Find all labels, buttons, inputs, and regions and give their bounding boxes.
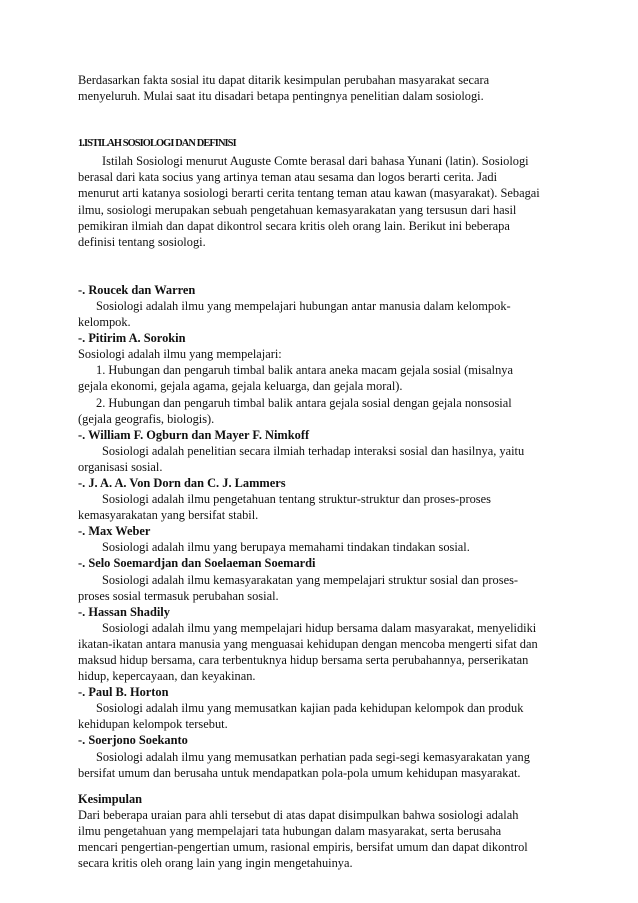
definition-soekanto [78, 732, 560, 780]
definition-author: -. William F. Ogburn dan Mayer F. Nimkoff [78, 427, 310, 442]
definition-author: -. Paul B. Horton [78, 685, 169, 700]
section-heading: Kesimpulan [78, 791, 143, 806]
intro-line: Berdasarkan fakta sosial itu dapat ditarik kesimpulan perubahan masyarakat secara [78, 73, 490, 87]
definition-line: Sosiologi adalah ilmu yang mempelajari: [78, 347, 282, 362]
definition-line: proses sosial termasuk perubahan sosial. [78, 588, 279, 603]
definition-line: Sosiologi adalah ilmu pengetahuan tentang struktur-struktur dan proses-proses [102, 492, 491, 507]
definition-author: -. J. A. A. Von Dorn dan C. J. Lammers [78, 475, 286, 490]
definition-weber [78, 523, 560, 555]
paragraph-line: menurut arti katanya sosiologi berarti cerita tentang teman atau kawan (masyarakat). Sebagai [78, 186, 540, 201]
paragraph-line: definisi tentang sosiologi. [78, 234, 206, 249]
list-item-continuation: (gejala geografis, biologis). [78, 411, 215, 426]
paragraph-line: ilmu pengetahuan yang mempelajari tata hubungan dalam masyarakat, serta berusaha [78, 823, 502, 838]
definition-sorokin [78, 330, 560, 427]
definition-line: Sosiologi adalah ilmu yang mempelajari hubungan antar manusia dalam kelompok- [96, 298, 511, 313]
definition-author: -. Pitirim A. Sorokin [78, 331, 186, 346]
paragraph-line: secara kritis oleh orang lain yang ingin mengetahuinya. [78, 856, 353, 871]
definition-line: Sosiologi adalah ilmu yang memusatkan perhatian pada segi-segi kemasyarakatan yang [96, 749, 530, 764]
intro-line: menyeluruh. Mulai saat itu disadari betapa pentingnya penelitian dalam sosiologi. [78, 89, 484, 104]
definition-line: maksud hidup bersama, cara terbentuknya hidup bersama serta perubahannya, perserikatan [78, 653, 529, 667]
paragraph-line: Istilah Sosiologi menurut Auguste Comte berasal dari bahasa Yunani (latin). Sosiologi [102, 154, 529, 169]
definition-line: Sosiologi adalah penelitian secara ilmiah terhadap interaksi sosial dan hasilnya, yaitu [102, 443, 525, 458]
definition-author: -. Hassan Shadily [78, 604, 170, 619]
paragraph-line: mencari pengertian-pengertian umum, rasional empiris, bersifat umum dan dapat dikontrol [78, 840, 528, 855]
section-kesimpulan [78, 791, 560, 871]
intro-paragraph [78, 72, 560, 104]
section-heading: 1.ISTILAH SOSIOLOGI DAN DEFINISI [78, 138, 236, 150]
section-istilah [78, 136, 560, 250]
definition-line: bersifat umum dan berusaha untuk mendapatkan pola-pola umum kehidupan masyarakat. [78, 765, 521, 780]
definition-line: kelompok. [78, 315, 131, 330]
paragraph-line: pemikiran ilmiah dan dapat dikontrol secara kritis oleh orang lain. Berikut ini beberapa [78, 218, 510, 233]
paragraph-line: Dari beberapa uraian para ahli tersebut di atas dapat disimpulkan bahwa sosiologi adalah [78, 807, 519, 822]
definition-line: Sosiologi adalah ilmu kemasyarakatan yang mempelajari struktur sosial dan proses- [102, 572, 519, 587]
definition-line: Sosiologi adalah ilmu yang berupaya memahami tindakan tindakan sosial. [102, 540, 470, 555]
list-item-continuation: gejala ekonomi, gejala agama, gejala keluarga, dan gejala moral). [78, 379, 403, 394]
definition-author: -. Selo Soemardjan dan Soelaeman Soemardi [78, 556, 316, 571]
definition-shadily [78, 604, 560, 684]
definition-line: Sosiologi adalah ilmu yang mempelajari hidup bersama dalam masyarakat, menyelidiki [102, 620, 537, 635]
definition-line: kemasyarakatan yang bersifat stabil. [78, 508, 259, 523]
definition-vondorn [78, 475, 560, 523]
list-item: 2. Hubungan dan pengaruh timbal balik antara gejala sosial dengan gejala nonsosial [96, 395, 512, 410]
definition-line: ikatan-ikatan antara manusia yang menguasai kehidupan dengan mencoba mengerti sifat dan [78, 636, 538, 651]
definition-line: organisasi sosial. [78, 459, 163, 474]
list-item: 1. Hubungan dan pengaruh timbal balik antara aneka macam gejala sosial (misalnya [96, 363, 514, 378]
definition-line: Sosiologi adalah ilmu yang memusatkan kajian pada kehidupan kelompok dan produk [96, 701, 524, 716]
definition-selo [78, 555, 560, 603]
definition-ogburn [78, 427, 560, 475]
definition-author: -. Soerjono Soekanto [78, 733, 188, 748]
definition-line: hidup, kepercayaan, dan keyakinan. [78, 669, 256, 684]
definition-line: kehidupan kelompok tersebut. [78, 717, 228, 732]
definition-horton [78, 684, 560, 732]
paragraph-line: ilmu, sosiologi merupakan sebuah pengetahuan kemasyarakatan yang tersusun dari hasil [78, 202, 517, 217]
definition-author: -. Roucek dan Warren [78, 282, 196, 297]
paragraph-line: berasal dari kata socius yang artinya teman atau sesama dan logos berarti cerita. Jadi [78, 170, 498, 185]
definition-author: -. Max Weber [78, 524, 151, 539]
definition-roucek [78, 282, 560, 330]
